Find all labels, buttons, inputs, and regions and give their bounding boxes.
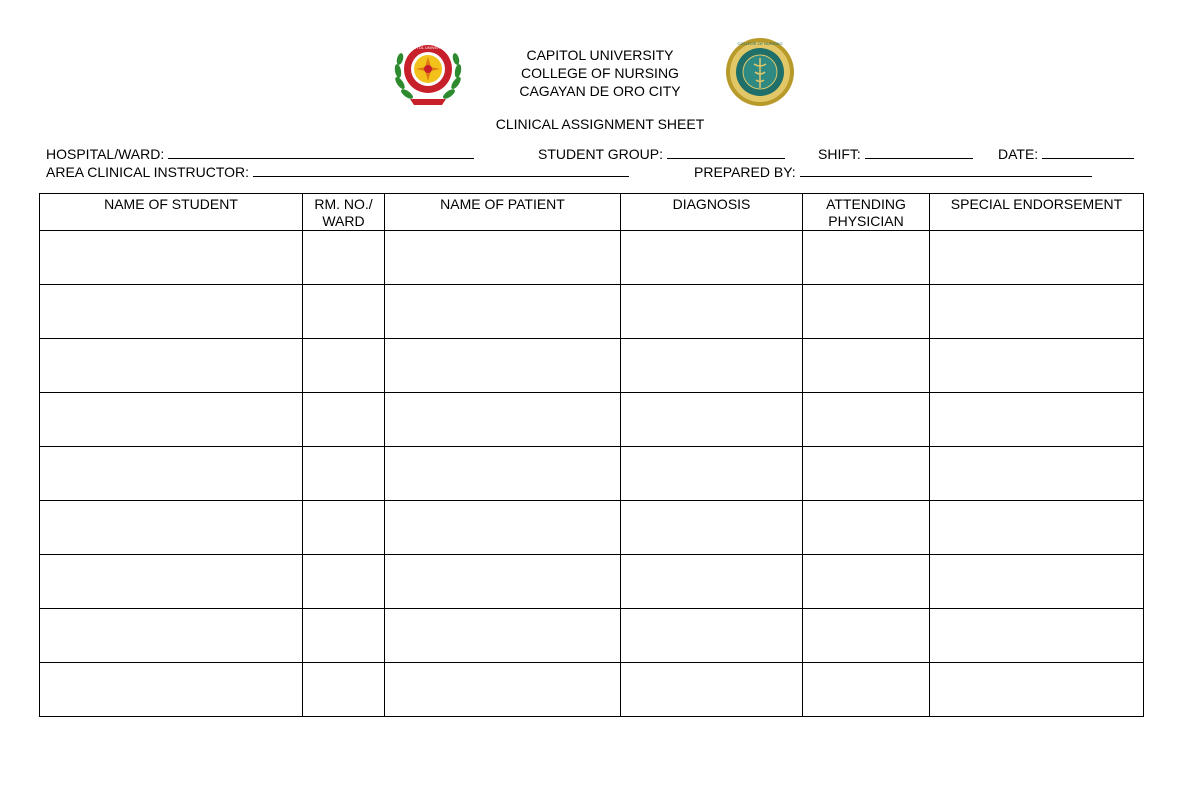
cell-physician[interactable] — [803, 231, 930, 285]
cell-diagnosis[interactable] — [621, 447, 803, 501]
seal-right-text: COLLEGE OF NURSING — [737, 41, 783, 46]
student-group-label: STUDENT GROUP: — [538, 146, 663, 162]
table-row — [40, 285, 1144, 339]
cell-endorsement[interactable] — [930, 609, 1144, 663]
cell-student[interactable] — [40, 501, 303, 555]
cell-patient[interactable] — [385, 339, 621, 393]
cell-physician[interactable] — [803, 285, 930, 339]
cell-endorsement[interactable] — [930, 285, 1144, 339]
cell-room-ward[interactable] — [303, 285, 385, 339]
column-header-diagnosis — [621, 194, 803, 231]
sheet-title: CLINICAL ASSIGNMENT SHEET — [495, 116, 705, 132]
table-row — [40, 231, 1144, 285]
cell-patient[interactable] — [385, 555, 621, 609]
cell-diagnosis[interactable] — [621, 339, 803, 393]
column-header-diagnosis-text: DIAGNOSIS — [672, 196, 751, 212]
cell-endorsement[interactable] — [930, 339, 1144, 393]
cell-room-ward[interactable] — [303, 447, 385, 501]
cell-room-ward[interactable] — [303, 555, 385, 609]
college-name: COLLEGE OF NURSING — [521, 65, 679, 81]
table-row — [40, 609, 1144, 663]
cell-room-ward[interactable] — [303, 231, 385, 285]
prepared-by-label: PREPARED BY: — [694, 164, 796, 180]
cell-patient[interactable] — [385, 447, 621, 501]
column-header-physician — [803, 194, 930, 231]
hospital-ward-field — [46, 146, 474, 162]
column-header-patient — [385, 194, 621, 231]
cell-physician[interactable] — [803, 447, 930, 501]
cell-student[interactable] — [40, 339, 303, 393]
table-row — [40, 555, 1144, 609]
seal-left-text: CAPITOL UNIVERSITY — [406, 45, 450, 50]
cell-student[interactable] — [40, 609, 303, 663]
area-clinical-instructor-label: AREA CLINICAL INSTRUCTOR: — [46, 164, 250, 180]
date-field — [998, 146, 1134, 162]
cell-endorsement[interactable] — [930, 555, 1144, 609]
table-body — [40, 231, 1144, 717]
prepared-by-blank[interactable] — [800, 164, 1092, 177]
cell-endorsement[interactable] — [930, 501, 1144, 555]
institution-name: CAPITOL UNIVERSITY — [526, 47, 674, 63]
cell-student[interactable] — [40, 447, 303, 501]
table-row — [40, 663, 1144, 717]
cell-physician[interactable] — [803, 393, 930, 447]
date-blank[interactable] — [1042, 146, 1134, 159]
cell-diagnosis[interactable] — [621, 231, 803, 285]
area-clinical-instructor-field — [46, 164, 629, 180]
shift-label: SHIFT: — [818, 146, 861, 162]
cell-patient[interactable] — [385, 609, 621, 663]
date-label: DATE: — [998, 146, 1039, 162]
cell-diagnosis[interactable] — [621, 285, 803, 339]
cell-student[interactable] — [40, 285, 303, 339]
column-header-attending-text: ATTENDING — [826, 196, 906, 212]
cell-diagnosis[interactable] — [621, 555, 803, 609]
column-header-room-text: RM. NO./ — [314, 196, 373, 212]
prepared-by-field — [694, 164, 1092, 180]
hospital-ward-label: HOSPITAL/WARD: — [46, 146, 165, 162]
column-header-patient-text: NAME OF PATIENT — [440, 196, 565, 212]
column-header-physician-text: PHYSICIAN — [828, 213, 904, 229]
column-header-room-ward — [303, 194, 385, 231]
column-header-student — [40, 194, 303, 231]
cell-diagnosis[interactable] — [621, 393, 803, 447]
area-clinical-instructor-blank[interactable] — [253, 164, 629, 177]
cell-physician[interactable] — [803, 501, 930, 555]
cell-diagnosis[interactable] — [621, 663, 803, 717]
shift-field — [818, 146, 973, 162]
cell-student[interactable] — [40, 393, 303, 447]
cell-room-ward[interactable] — [303, 663, 385, 717]
cell-endorsement[interactable] — [930, 447, 1144, 501]
cell-endorsement[interactable] — [930, 393, 1144, 447]
cell-student[interactable] — [40, 663, 303, 717]
cell-patient[interactable] — [385, 231, 621, 285]
cell-student[interactable] — [40, 231, 303, 285]
cell-patient[interactable] — [385, 663, 621, 717]
cell-diagnosis[interactable] — [621, 501, 803, 555]
column-header-endorsement-text: SPECIAL ENDORSEMENT — [950, 196, 1123, 212]
student-group-field — [538, 146, 785, 162]
cell-patient[interactable] — [385, 501, 621, 555]
cell-physician[interactable] — [803, 609, 930, 663]
cell-room-ward[interactable] — [303, 339, 385, 393]
cell-room-ward[interactable] — [303, 609, 385, 663]
cell-diagnosis[interactable] — [621, 609, 803, 663]
cell-room-ward[interactable] — [303, 501, 385, 555]
cell-physician[interactable] — [803, 555, 930, 609]
institution-header — [0, 46, 1200, 100]
cell-physician[interactable] — [803, 663, 930, 717]
cell-endorsement[interactable] — [930, 231, 1144, 285]
table-row — [40, 393, 1144, 447]
city-name: CAGAYAN DE ORO CITY — [519, 83, 681, 99]
cell-endorsement[interactable] — [930, 663, 1144, 717]
cell-room-ward[interactable] — [303, 393, 385, 447]
hospital-ward-blank[interactable] — [168, 146, 474, 159]
cell-physician[interactable] — [803, 339, 930, 393]
assignment-table — [39, 193, 1144, 717]
table-header-row — [40, 194, 1144, 231]
cell-patient[interactable] — [385, 393, 621, 447]
column-header-ward-text: WARD — [322, 213, 365, 229]
column-header-student-text: NAME OF STUDENT — [104, 196, 238, 212]
table-row — [40, 447, 1144, 501]
cell-patient[interactable] — [385, 285, 621, 339]
column-header-endorsement — [930, 194, 1144, 231]
cell-student[interactable] — [40, 555, 303, 609]
student-group-blank[interactable] — [667, 146, 785, 159]
table-row — [40, 339, 1144, 393]
table-row — [40, 501, 1144, 555]
shift-blank[interactable] — [865, 146, 973, 159]
